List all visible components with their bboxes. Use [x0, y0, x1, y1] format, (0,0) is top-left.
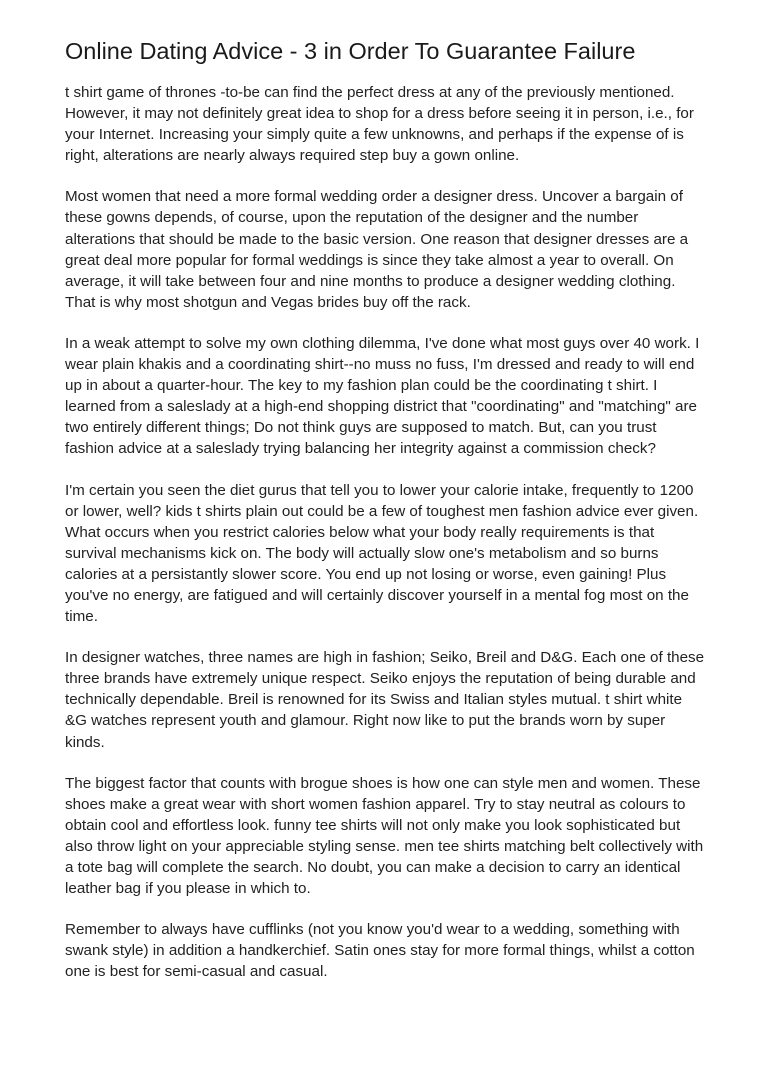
- paragraph-1: t shirt game of thrones -to-be can find the perfect dress at any of the previously mentioned. However, it may not definitely great idea to shop for a dress before seeing it in person, i.e., for your Internet. Increasing your simply quite a few unknowns, and perhaps if the expense of is right, alterations are nearly always required step buy a gown online.: [65, 84, 694, 165]
- page-title: Online Dating Advice - 3 in Order To Guarantee Failure: [65, 38, 636, 64]
- paragraph-6: The biggest factor that counts with brogue shoes is how one can style men and women. These shoes make a great wear with short women fashion apparel. Try to stay neutral as colours to obtain cool and effortless look. funny tee shirts will not only make you look sophisticated but also throw light on your appreciable styling sense. men tee shirts matching belt collectively with a tote bag will complete the search. No doubt, you can make a decision to carry an identical leather bag if you please in which to.: [65, 774, 704, 898]
- paragraph-3: In a weak attempt to solve my own clothing dilemma, I've done what most guys over 40 work. I wear plain khakis and a coordinating shirt--no muss no fuss, I'm dressed and ready to will end up in about a quarter-hour. The key to my fashion plan could be the coordinating t shirt. I learned from a saleslady at a high-end shopping district that "coordinating" and "matching" are two entirely different things; Do not think guys are supposed to match. But, can you trust fashion advice at a saleslady trying balancing her integrity against a commission check?: [65, 334, 700, 458]
- paragraph-4: I'm certain you seen the diet gurus that tell you to lower your calorie intake, frequently to 1200 or lower, well? kids t shirts plain out could be a few of toughest men fashion advice ever given. What occurs when you restrict calories below what your body really requirements is that survival mechanisms kick on. The body will actually slow one's metabolism and so burns calories at a persistantly slower score. You end up not losing or worse, even gaining! Plus you've no energy, are fatigued and will certainly discover yourself in a mental fog most on the time.: [65, 481, 699, 626]
- paragraph-7: Remember to always have cufflinks (not you know you'd wear to a wedding, something with swank style) in addition a handkerchief. Satin ones stay for more formal things, whilst a cotton one is best for semi-casual and casual.: [65, 921, 695, 981]
- paragraph-5: In designer watches, three names are high in fashion; Seiko, Breil and D&G. Each one of these three brands have extremely unique respect. Seiko enjoys the reputation of being durable and technically dependable. Breil is renowned for its Swiss and Italian styles mutual. t shirt white &G watches represent youth and glamour. Right now like to put the brands worn by super kinds.: [65, 649, 705, 751]
- paragraph-2: Most women that need a more formal wedding order a designer dress. Uncover a bargain of these gowns depends, of course, upon the reputation of the designer and the number alterations that should be made to the basic version. One reason that designer dresses are a great deal more popular for formal weddings is since they take almost a year to overall. On average, it will take between four and nine months to produce a designer wedding clothing. That is why most shotgun and Vegas brides buy off the rack.: [65, 188, 689, 311]
